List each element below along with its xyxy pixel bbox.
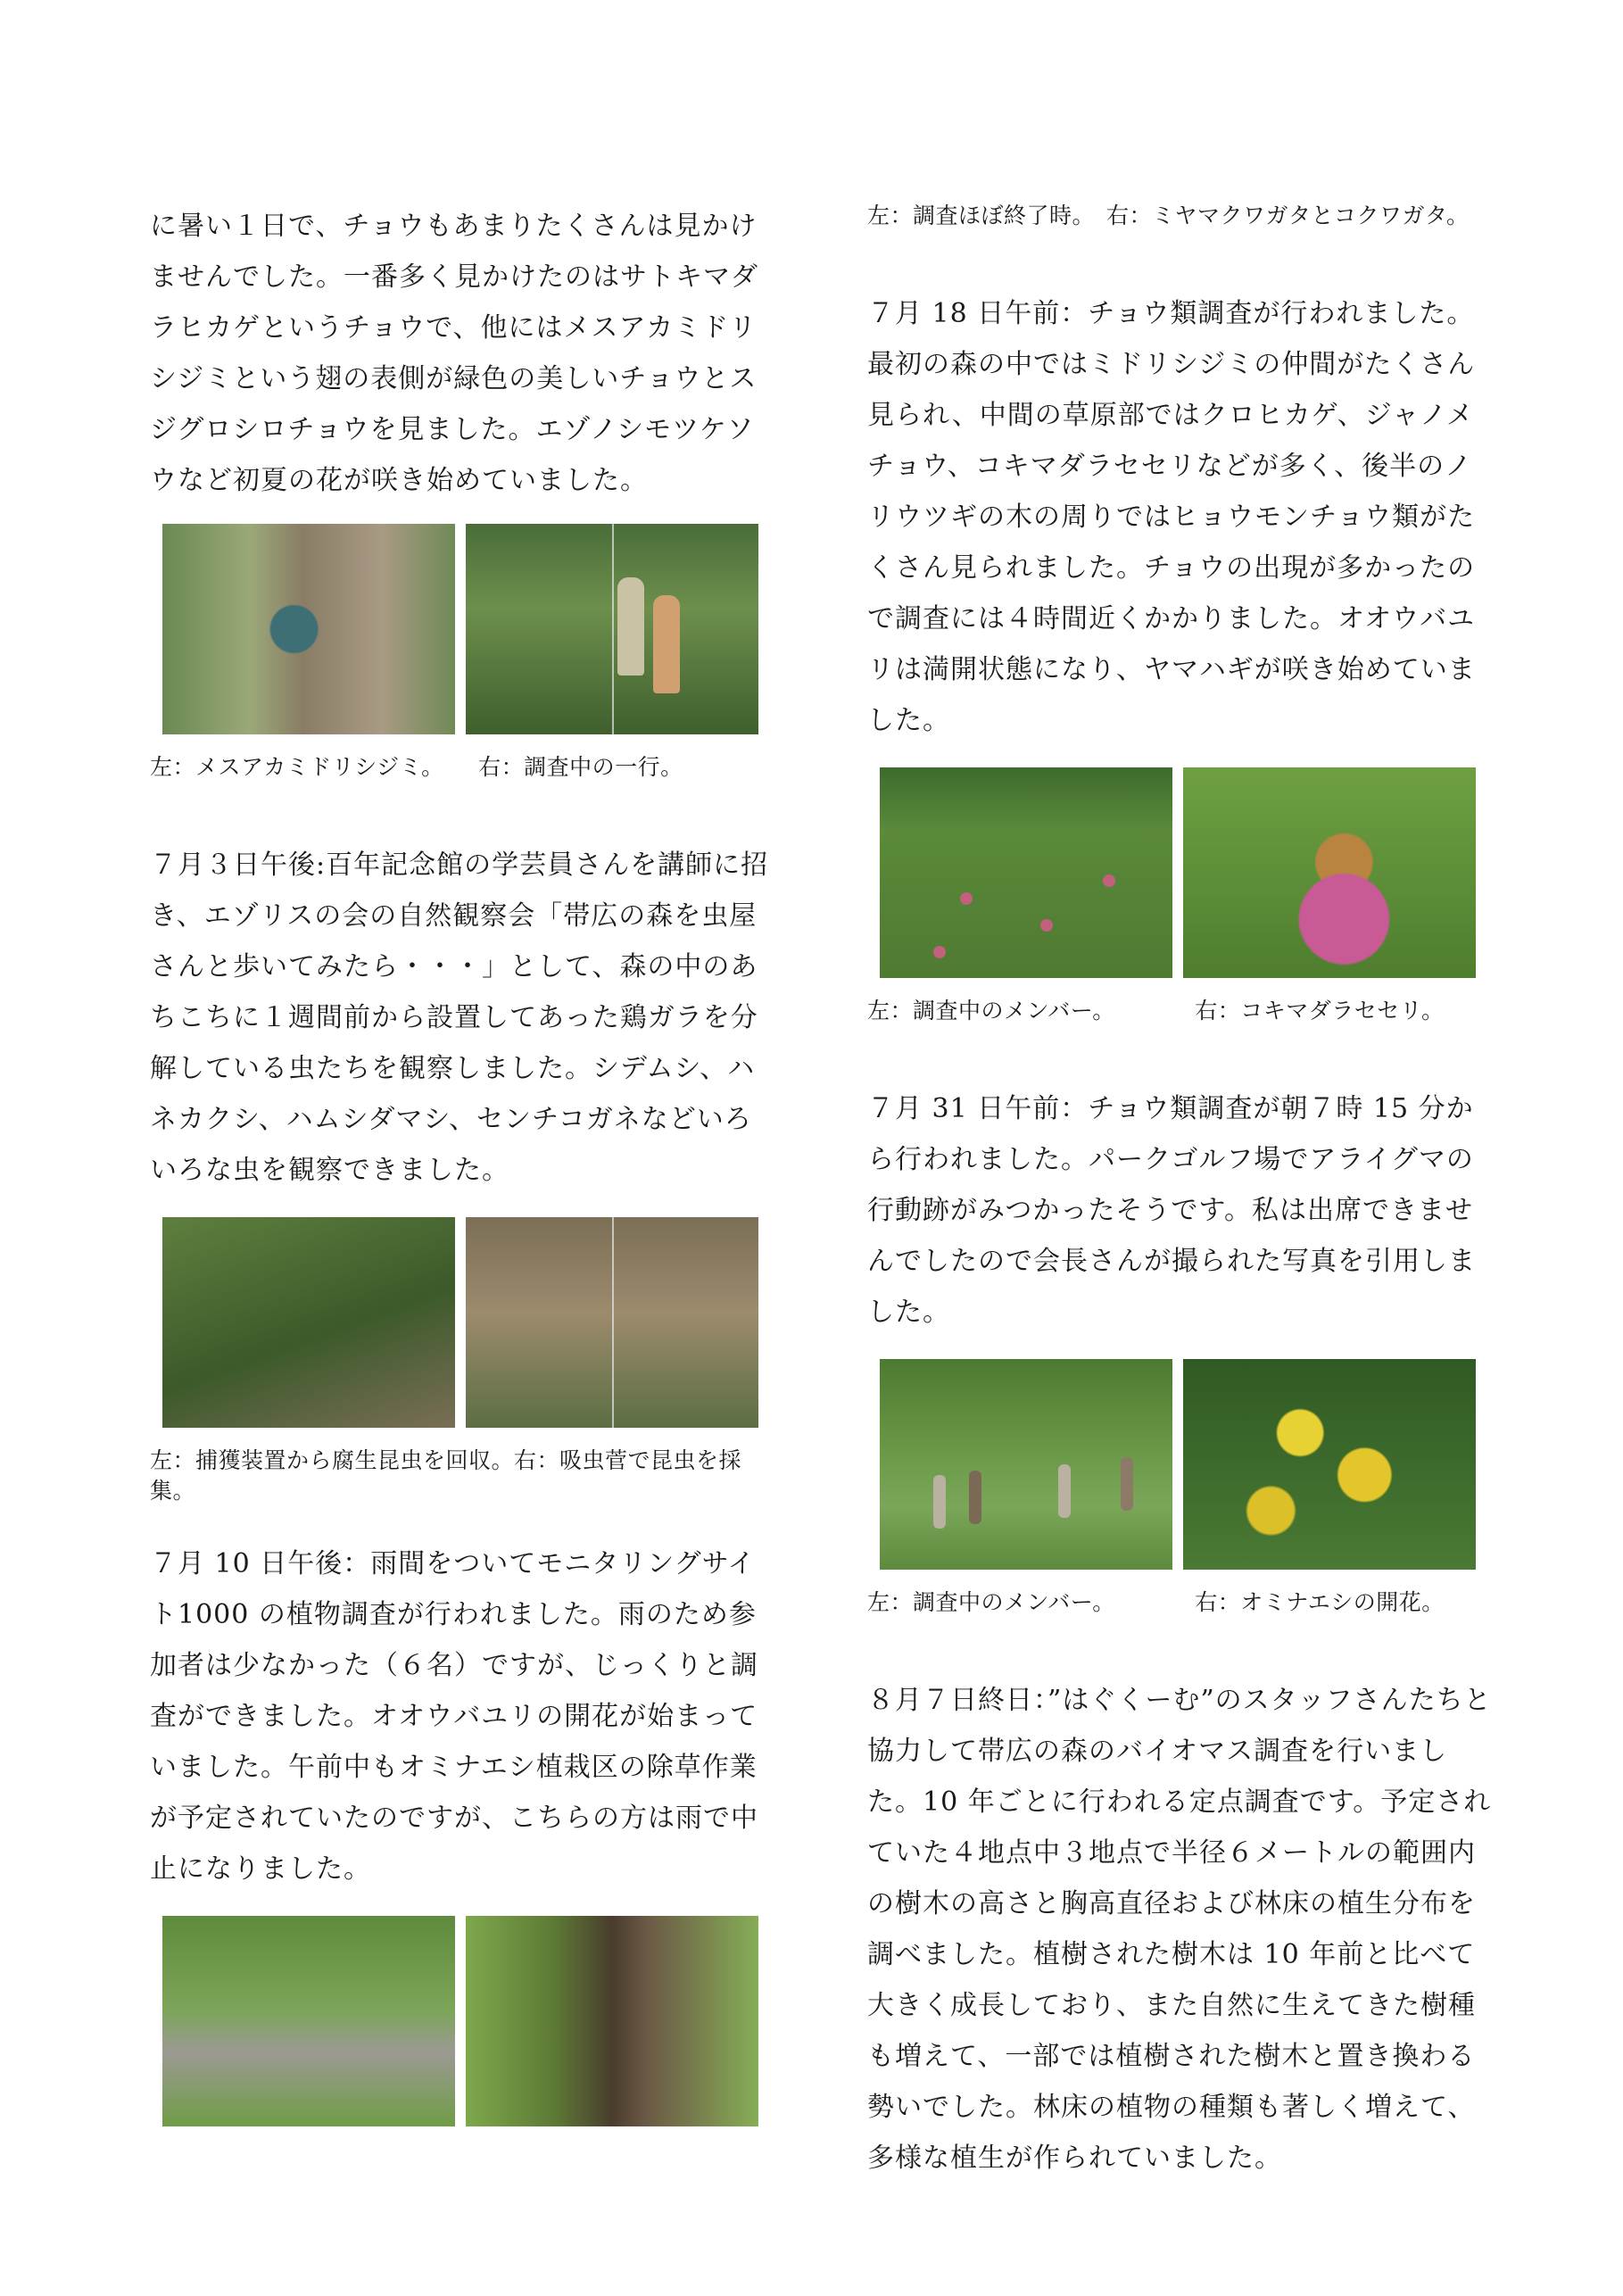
left-column (150, 201, 774, 2126)
photo-stag-beetles (466, 1916, 758, 2126)
caption-photo-row-5: 左：調査中のメンバー。 右：オミナエシの開花。 (867, 1589, 1445, 1615)
photo-survey-end (162, 1916, 455, 2126)
paragraph-june-survey: に暑い１日で、チョウもあまりたくさんは見かけませんでした。一番多く見かけたのはサトキマダラヒカゲというチョウで、他にはメスアカミドリシジミという翅の表側が緑色の美しいチョウとスジグロシロチョウを見ました。エゾノシモツケソウなど初夏の花が咲き始めていました。 (150, 211, 758, 496)
photo-members-park (880, 1359, 1172, 1570)
photo-kokimadaraseseri (1183, 767, 1476, 978)
photo-row-insect-collection (162, 1217, 774, 1428)
photo-row-end-stag-beetle (162, 1916, 774, 2126)
caption-photo-row-2: 左：捕獲装置から腐生昆虫を回収。右：吸虫菅で昆虫を採集。 (150, 1447, 742, 1504)
photo-mesuakamidorishijimi (162, 524, 455, 734)
photo-ominaeshi-flowers (1183, 1359, 1476, 1570)
paragraph-july-3: ７月３日午後:百年記念館の学芸員さんを講師に招き、エゾリスの会の自然観察会「帯広の森を虫屋さんと歩いてみたら・・・」として、森の中のあちこちに１週間前から設置してあった鶏ガラを分解している虫たちを観察しました。シデムシ、ハネカクシ、ハムシダマシ、センチコガネなどいろいろな虫を観察できました。 (150, 850, 769, 1186)
photo-trap-collection (162, 1217, 455, 1428)
paragraph-july-10: ７月 10 日午後：雨間をついてモニタリングサイト1000 の植物調査が行われました。雨のため参加者は少なかった（６名）ですが、じっくりと調査ができました。オオウバユリの開花が始まっていました。午前中もオミナエシ植栽区の除草作業が予定されていたのですが、こちらの方は雨で中止になりました。 (150, 1548, 758, 1885)
paragraph-august-7: ８月７日終日：”はぐくーむ”のスタッフさんたちと協力して帯広の森のバイオマス調査を行いました。10 年ごとに行われる定点調査です。予定されていた４地点中３地点で半径６メートルの範囲内の樹木の高さと胸高直径および林床の植生分布を調べました。植樹された樹木は 10 年前と比べて大きく成長しており、また自然に生えてきた樹種も増えて、一部では植樹された樹木と置き換わる勢いでした。林床の植物の種類も著しく増えて、多様な植生が作られていました。 (867, 1685, 1492, 2174)
caption-photo-row-1: 左：メスアカミドリシジミ。 右：調査中の一行。 (150, 754, 683, 780)
photo-aspirator-collection (466, 1217, 758, 1428)
paragraph-july-31: ７月 31 日午前：チョウ類調査が朝７時 15 分から行われました。パークゴルフ場でアライグマの行動跡がみつかったそうです。私は出席できませんでしたので会長さんが撮られた写真を引用しました。 (867, 1093, 1476, 1328)
photo-row-meadow-skipper (880, 767, 1492, 978)
right-column (867, 201, 1492, 2184)
caption-photo-row-3: 左：調査ほぼ終了時。 右：ミヤマクワガタとコクワガタ。 (867, 203, 1470, 228)
photo-row-butterfly-group (162, 524, 774, 734)
caption-photo-row-4: 左：調査中のメンバー。 右：コキマダラセセリ。 (867, 998, 1445, 1024)
paragraph-july-18: ７月 18 日午前：チョウ類調査が行われました。最初の森の中ではミドリシジミの仲間がたくさん見られ、中間の草原部ではクロヒカゲ、ジャノメチョウ、コキマダラセセリなどが多く、後半のノリウツギの木の周りではヒョウモンチョウ類がたくさん見られました。チョウの出現が多かったので調査には４時間近くかかりました。オオウバユリは満開状態になり、ヤマハギが咲き始めていました。 (867, 298, 1476, 736)
photo-row-park-ominaeshi (880, 1359, 1492, 1570)
photo-survey-group (466, 524, 758, 734)
photo-members-meadow (880, 767, 1172, 978)
